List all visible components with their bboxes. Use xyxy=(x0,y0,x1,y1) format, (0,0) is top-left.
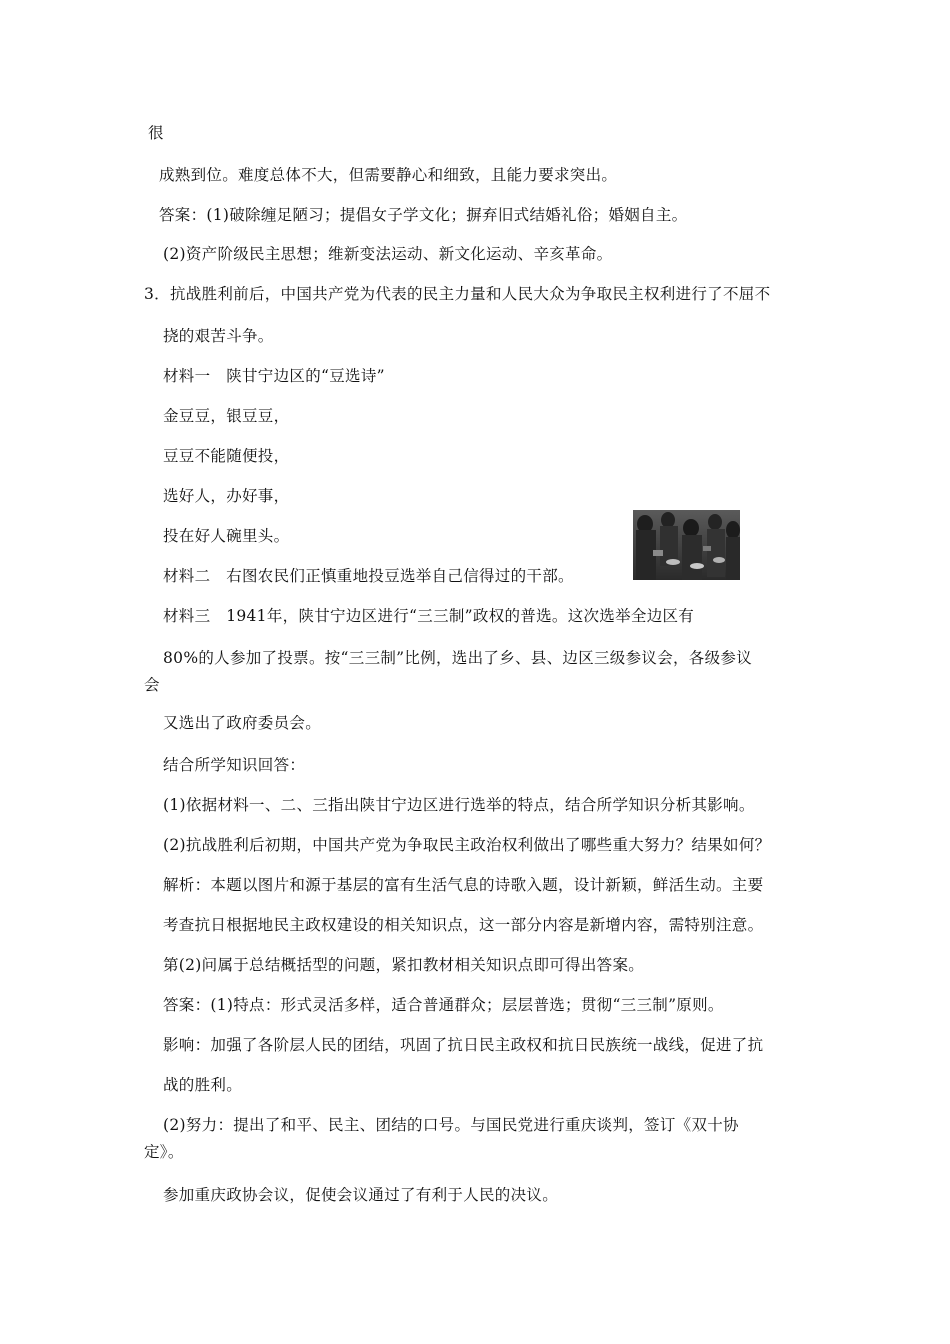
analysis-line: 第(2)问属于总结概括型的问题，紧扣教材相关知识点即可得出答案。 xyxy=(163,956,645,974)
material-3-line: 材料三 1941年，陕甘宁边区进行“三三制”政权的普选。这次选举全边区有 xyxy=(163,607,695,625)
text-line: 很 xyxy=(148,124,164,142)
instruction-line: 结合所学知识回答： xyxy=(163,756,306,774)
material-3-line: 会 xyxy=(144,676,160,694)
voting-photo-drawing xyxy=(633,510,740,580)
answer-line: 影响：加强了各阶层人民的团结，巩固了抗日民主政权和抗日民族统一战线，促进了抗 xyxy=(163,1036,764,1054)
poem-line: 选好人，办好事， xyxy=(163,487,290,505)
poem-line: 豆豆不能随便投， xyxy=(163,447,290,465)
poem-line: 金豆豆，银豆豆， xyxy=(163,407,290,425)
question-3-line: 挠的艰苦斗争。 xyxy=(163,327,274,345)
material-2-line: 材料二 右图农民们正慎重地投豆选举自己信得过的干部。 xyxy=(163,567,574,585)
answer-line: (2)资产阶级民主思想；维新变法运动、新文化运动、辛亥革命。 xyxy=(163,245,613,263)
voting-photo xyxy=(633,510,740,580)
material-1-heading: 材料一 陕甘宁边区的“豆选诗” xyxy=(163,367,385,385)
sub-question-line: (1)依据材料一、二、三指出陕甘宁边区进行选举的特点，结合所学知识分析其影响。 xyxy=(163,796,755,814)
answer-line: 答案：(1)特点：形式灵活多样，适合普通群众；层层普选；贯彻“三三制”原则。 xyxy=(163,996,724,1014)
material-3-line: 80%的人参加了投票。按“三三制”比例，选出了乡、县、边区三级参议会，各级参议 xyxy=(163,649,753,667)
poem-line: 投在好人碗里头。 xyxy=(163,527,290,545)
question-3-line: 3．抗战胜利前后，中国共产党为代表的民主力量和人民大众为争取民主权利进行了不屈不 xyxy=(144,285,771,303)
answer-line: 战的胜利。 xyxy=(163,1076,243,1094)
answer-line: 答案：(1)破除缠足陋习；提倡女子学文化；摒弃旧式结婚礼俗；婚姻自主。 xyxy=(159,206,688,224)
answer-line: 参加重庆政协会议，促使会议通过了有利于人民的决议。 xyxy=(163,1186,559,1204)
analysis-line: 解析：本题以图片和源于基层的富有生活气息的诗歌入题，设计新颖，鲜活生动。主要 xyxy=(163,876,764,894)
material-3-line: 又选出了政府委员会。 xyxy=(163,714,322,732)
answer-line: (2)努力：提出了和平、民主、团结的口号。与国民党进行重庆谈判，签订《双十协 xyxy=(163,1116,739,1134)
sub-question-line: (2)抗战胜利后初期，中国共产党为争取民主政治权利做出了哪些重大努力？结果如何？ xyxy=(163,836,771,854)
analysis-line: 考查抗日根据地民主政权建设的相关知识点，这一部分内容是新增内容，需特别注意。 xyxy=(163,916,764,934)
text-line: 成熟到位。难度总体不大，但需要静心和细致，且能力要求突出。 xyxy=(159,166,618,184)
answer-line: 定》。 xyxy=(144,1143,184,1161)
